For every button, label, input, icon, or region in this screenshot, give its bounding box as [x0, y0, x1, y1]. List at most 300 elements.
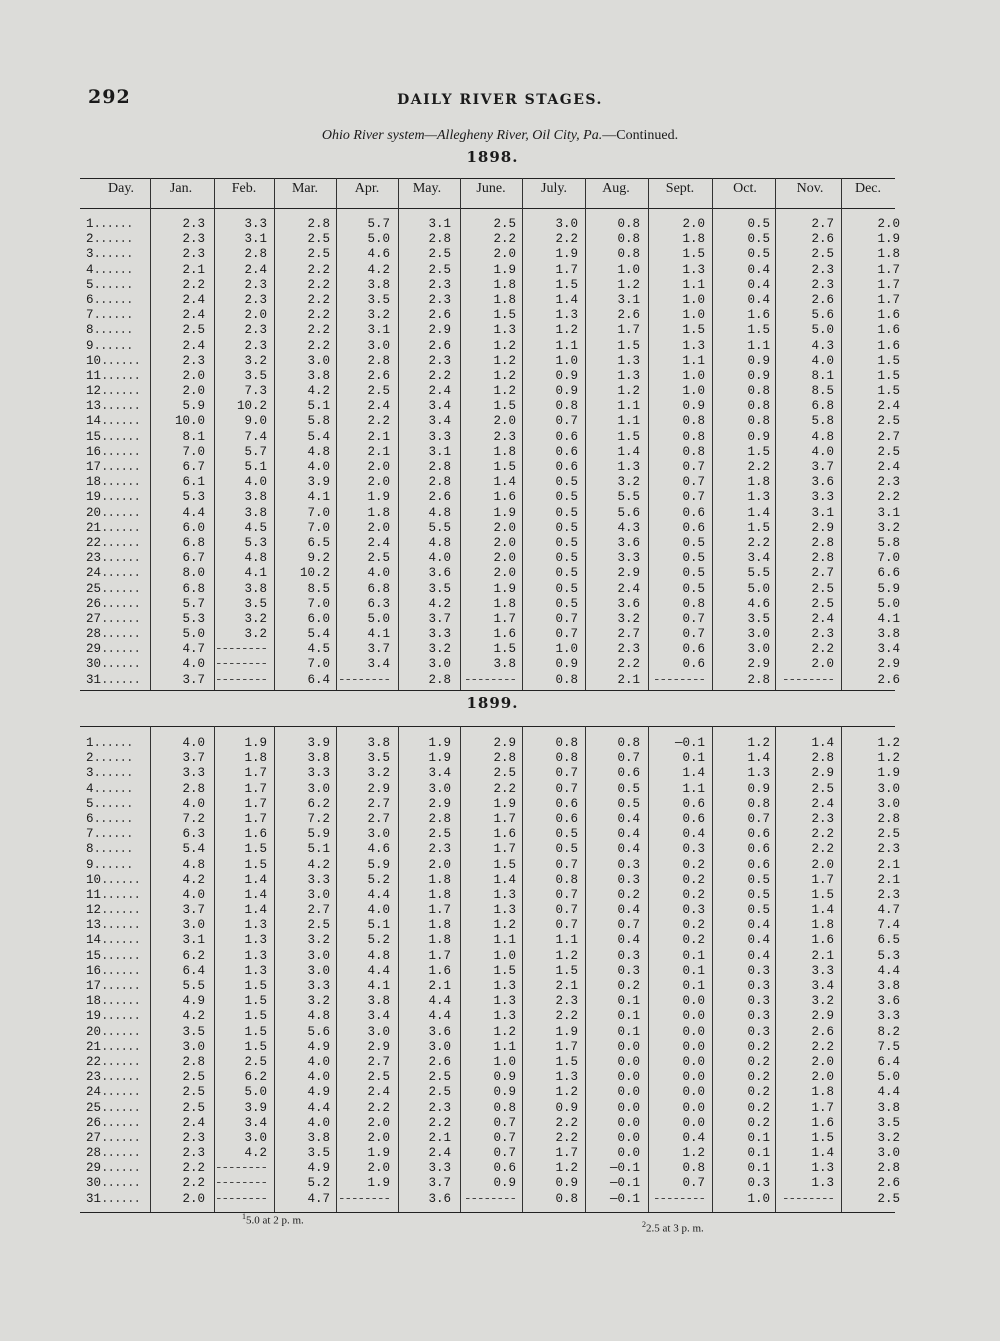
- stage-cell: 1.4: [493, 872, 516, 887]
- stage-cell: 0.0: [682, 1024, 705, 1039]
- stage-cell: 2.7: [617, 627, 640, 642]
- month-column-1: [207, 217, 267, 688]
- stage-cell: 1.5: [244, 1039, 267, 1054]
- stage-cell: 1.9: [244, 736, 267, 750]
- day-number: 8: [86, 323, 94, 338]
- stage-cell: 5.7: [182, 596, 205, 611]
- stage-cell: 1.7: [493, 842, 516, 857]
- stage-cell: 2.0: [367, 1161, 390, 1176]
- stage-cell: 1.7: [493, 611, 516, 626]
- stage-cell: 0.8: [682, 429, 705, 444]
- leader-dots: ......: [101, 1161, 141, 1176]
- day-number: 28: [86, 1146, 102, 1161]
- stage-cell: 0.5: [747, 232, 770, 247]
- stage-cell: 2.1: [428, 979, 451, 993]
- stage-cell: 3.6: [428, 1024, 451, 1039]
- leader-dots: ......: [93, 781, 133, 796]
- stage-cell: 0.0: [682, 1054, 705, 1069]
- stage-cell: 0.2: [747, 1070, 770, 1085]
- stage-cell: 2.1: [877, 872, 900, 887]
- stage-cell: 3.8: [307, 1130, 330, 1145]
- stage-cell: 3.3: [307, 766, 330, 781]
- day-label: [86, 460, 140, 475]
- stage-cell: 6.0: [307, 611, 330, 626]
- stage-cell: 1.9: [367, 1176, 390, 1191]
- stage-cell: 0.5: [555, 581, 578, 596]
- stage-cell: 8.5: [307, 581, 330, 596]
- day-number: 11: [86, 368, 102, 383]
- stage-cell: 1.9: [428, 751, 451, 766]
- stage-cell: 4.4: [367, 887, 390, 902]
- stage-cell: 2.3: [244, 292, 267, 307]
- stage-cell: 0.8: [555, 672, 578, 687]
- stage-cell: 2.5: [428, 827, 451, 842]
- stage-cell: 4.4: [307, 1100, 330, 1115]
- day-label: [86, 536, 140, 551]
- stage-cell: 1.8: [811, 1085, 834, 1100]
- stage-cell: 0.7: [555, 781, 578, 796]
- stage-cell: 2.6: [428, 308, 451, 323]
- column-header-2: Feb.: [231, 181, 257, 196]
- stage-cell: 1.5: [244, 1009, 267, 1024]
- stage-cell: 3.0: [182, 918, 205, 933]
- stage-cell: 2.6: [877, 1176, 900, 1191]
- day-number: 5: [86, 796, 94, 811]
- stage-cell: 0.8: [747, 796, 770, 811]
- stage-cell: 0.8: [747, 399, 770, 414]
- day-number: 6: [86, 292, 94, 307]
- stage-cell: 2.4: [428, 1146, 451, 1161]
- leader-dots: ......: [101, 1085, 141, 1100]
- day-label: [86, 232, 140, 247]
- stage-cell: 5.5: [747, 566, 770, 581]
- stage-cell: 2.2: [307, 308, 330, 323]
- stage-cell: --------: [214, 1176, 267, 1191]
- stage-cell: 1.6: [811, 933, 834, 948]
- stage-cell: 3.2: [428, 642, 451, 657]
- stage-cell: 1.5: [811, 1130, 834, 1145]
- stage-cell: 0.4: [617, 903, 640, 918]
- day-label: [86, 293, 140, 308]
- leader-dots: ......: [101, 903, 141, 918]
- stage-cell: 4.1: [307, 490, 330, 505]
- leader-dots: ......: [101, 490, 141, 505]
- stage-cell: 4.0: [307, 1054, 330, 1069]
- stage-cell: 3.1: [811, 505, 834, 520]
- stage-cell: 1.5: [555, 1054, 578, 1069]
- stage-cell: 0.9: [747, 781, 770, 796]
- month-column-0: [145, 736, 205, 1207]
- day-number: 25: [86, 1100, 102, 1115]
- stage-cell: 1.2: [877, 751, 900, 766]
- stage-cell: 4.1: [244, 566, 267, 581]
- stage-cell: 1.4: [811, 903, 834, 918]
- stage-cell: 3.0: [307, 353, 330, 368]
- stage-cell: 2.5: [811, 596, 834, 611]
- stage-cell: 1.3: [555, 1070, 578, 1085]
- stage-cell: 1.7: [244, 766, 267, 781]
- stage-cell: 4.4: [182, 505, 205, 520]
- stage-cell: 1.0: [682, 308, 705, 323]
- day-label: [86, 873, 140, 888]
- month-column-11: [840, 217, 900, 688]
- stage-cell: 1.5: [682, 323, 705, 338]
- stage-cell: 1.2: [617, 384, 640, 399]
- leader-dots: ......: [101, 1191, 141, 1206]
- stage-cell: 2.2: [307, 262, 330, 277]
- leader-dots: ......: [93, 338, 133, 353]
- stage-cell: 2.0: [182, 1191, 205, 1206]
- stage-cell: 0.6: [682, 796, 705, 811]
- stage-cell: 2.5: [428, 247, 451, 262]
- stage-cell: 1.3: [493, 887, 516, 902]
- leader-dots: ......: [101, 887, 141, 902]
- stage-cell: 1.8: [428, 887, 451, 902]
- stage-cell: 0.6: [555, 429, 578, 444]
- stage-cell: 4.4: [367, 963, 390, 978]
- stage-cell: 4.8: [428, 535, 451, 550]
- stage-cell: 2.6: [428, 1054, 451, 1069]
- stage-cell: 3.6: [617, 535, 640, 550]
- stage-cell: —0.1: [674, 736, 705, 750]
- day-number: 8: [86, 842, 94, 857]
- day-label: [86, 323, 140, 338]
- leader-dots: ......: [101, 460, 141, 474]
- stage-cell: 1.8: [493, 444, 516, 459]
- day-number: 15: [86, 429, 102, 444]
- leader-dots: ......: [101, 581, 141, 596]
- leader-dots: ......: [101, 551, 141, 566]
- stage-cell: 1.5: [811, 887, 834, 902]
- stage-cell: 3.0: [307, 781, 330, 796]
- stage-cell: 3.0: [747, 642, 770, 657]
- stage-cell: 0.8: [747, 384, 770, 399]
- stage-cell: 0.1: [617, 1009, 640, 1024]
- leader-dots: ......: [93, 247, 133, 262]
- stage-cell: 4.2: [244, 1146, 267, 1161]
- stage-cell: 3.2: [244, 627, 267, 642]
- stage-cell: 1.1: [617, 399, 640, 414]
- stage-cell: 1.4: [244, 903, 267, 918]
- stage-cell: --------: [463, 672, 516, 687]
- stage-cell: 0.6: [555, 444, 578, 459]
- day-number: 16: [86, 963, 102, 978]
- stage-cell: 2.5: [367, 384, 390, 399]
- leader-dots: ......: [101, 948, 141, 963]
- stage-cell: 0.5: [682, 581, 705, 596]
- stage-cell: 3.4: [877, 642, 900, 657]
- day-label: [86, 888, 140, 903]
- day-label: [86, 278, 140, 293]
- stage-cell: 3.1: [877, 505, 900, 520]
- stage-cell: 2.8: [811, 751, 834, 766]
- stage-cell: 2.6: [367, 368, 390, 383]
- stage-cell: 3.8: [877, 627, 900, 642]
- stage-cell: 3.5: [428, 581, 451, 596]
- stage-cell: 1.4: [747, 751, 770, 766]
- stage-cell: 2.5: [428, 262, 451, 277]
- stage-cell: 1.5: [682, 247, 705, 262]
- stage-cell: 2.4: [244, 262, 267, 277]
- stage-cell: 2.3: [877, 842, 900, 857]
- day-number: 16: [86, 444, 102, 459]
- stage-cell: 1.2: [617, 277, 640, 292]
- stage-cell: 3.3: [428, 429, 451, 444]
- stage-cell: 1.2: [493, 384, 516, 399]
- stage-cell: 2.8: [877, 1161, 900, 1176]
- stage-cell: 6.8: [811, 399, 834, 414]
- month-column-1: [207, 736, 267, 1207]
- stage-cell: 5.6: [811, 308, 834, 323]
- stage-cell: 3.7: [811, 460, 834, 474]
- day-label: [86, 263, 140, 278]
- stage-cell: 1.6: [493, 627, 516, 642]
- stage-cell: 0.7: [682, 627, 705, 642]
- stage-cell: 1.3: [493, 1009, 516, 1024]
- stage-cell: 0.0: [617, 1070, 640, 1085]
- stage-cell: 4.7: [877, 903, 900, 918]
- stage-cell: 7.3: [244, 384, 267, 399]
- stage-cell: 2.0: [877, 217, 900, 231]
- day-number: 20: [86, 505, 102, 520]
- stage-cell: 0.4: [617, 811, 640, 826]
- stage-cell: 2.8: [428, 475, 451, 490]
- day-number: 23: [86, 1070, 102, 1085]
- day-number: 10: [86, 872, 102, 887]
- stage-cell: 0.1: [682, 963, 705, 978]
- leader-dots: ......: [93, 232, 133, 247]
- stage-cell: 0.3: [747, 994, 770, 1009]
- month-column-10: [774, 217, 834, 688]
- stage-cell: 1.6: [877, 308, 900, 323]
- stage-cell: 3.0: [428, 657, 451, 672]
- day-number: 3: [86, 247, 94, 262]
- stage-cell: 5.0: [367, 611, 390, 626]
- day-number: 15: [86, 948, 102, 963]
- stage-cell: 3.2: [811, 994, 834, 1009]
- stage-cell: 1.2: [493, 353, 516, 368]
- day-number: 30: [86, 1176, 102, 1191]
- stage-cell: 4.8: [367, 948, 390, 963]
- running-head: DAILY RIVER STAGES.: [397, 92, 603, 108]
- stage-cell: 8.2: [877, 1024, 900, 1039]
- stage-cell: 1.5: [244, 979, 267, 993]
- stage-cell: 5.7: [367, 217, 390, 231]
- stage-cell: 1.3: [244, 963, 267, 978]
- stage-cell: 0.8: [617, 736, 640, 750]
- stage-cell: 0.2: [682, 887, 705, 902]
- stage-cell: 2.4: [428, 384, 451, 399]
- stage-cell: 2.2: [428, 368, 451, 383]
- stage-cell: 0.4: [747, 262, 770, 277]
- stage-cell: 2.0: [493, 414, 516, 429]
- stage-cell: 0.9: [493, 1176, 516, 1191]
- stage-cell: 2.4: [182, 292, 205, 307]
- stage-cell: 1.9: [877, 232, 900, 247]
- stage-cell: 0.7: [555, 414, 578, 429]
- day-label: [86, 1040, 140, 1055]
- day-number: 12: [86, 384, 102, 399]
- month-column-11: [840, 736, 900, 1207]
- stage-cell: 3.8: [307, 751, 330, 766]
- stage-cell: 2.4: [182, 338, 205, 353]
- leader-dots: ......: [101, 933, 141, 948]
- day-label: [86, 782, 140, 797]
- stage-cell: 1.2: [493, 368, 516, 383]
- day-label: [86, 933, 140, 948]
- stage-cell: 5.1: [367, 918, 390, 933]
- day-number: 4: [86, 781, 94, 796]
- stage-cell: 2.3: [811, 811, 834, 826]
- stage-cell: 1.2: [747, 736, 770, 750]
- leader-dots: ......: [101, 963, 141, 978]
- stage-cell: 2.2: [182, 1176, 205, 1191]
- stage-cell: 1.1: [682, 277, 705, 292]
- stage-cell: 2.8: [428, 460, 451, 474]
- stage-cell: 4.2: [307, 857, 330, 872]
- month-column-7: [580, 217, 640, 688]
- day-number: 6: [86, 811, 94, 826]
- day-number: 26: [86, 596, 102, 611]
- day-number: 2: [86, 232, 94, 247]
- stage-cell: 3.3: [307, 979, 330, 993]
- day-number: 9: [86, 857, 94, 872]
- stage-cell: 5.0: [811, 323, 834, 338]
- stage-cell: 2.2: [811, 642, 834, 657]
- day-label: [86, 1055, 140, 1070]
- column-header-3: Mar.: [291, 181, 319, 196]
- stage-cell: 1.6: [493, 827, 516, 842]
- stage-cell: 1.8: [493, 292, 516, 307]
- day-number: 21: [86, 520, 102, 535]
- stage-cell: 3.7: [367, 642, 390, 657]
- stage-cell: 9.0: [244, 414, 267, 429]
- stage-cell: 2.3: [811, 627, 834, 642]
- day-label: [86, 918, 140, 933]
- stage-cell: 10.2: [236, 399, 267, 414]
- stage-cell: 2.2: [877, 490, 900, 505]
- stage-cell: 0.9: [747, 429, 770, 444]
- stage-cell: --------: [337, 1191, 390, 1206]
- stage-cell: 1.7: [617, 323, 640, 338]
- stage-cell: 8.5: [811, 384, 834, 399]
- stage-cell: 0.5: [555, 827, 578, 842]
- stage-cell: 1.4: [493, 475, 516, 490]
- leader-dots: ......: [93, 323, 133, 338]
- stage-cell: 0.0: [682, 1085, 705, 1100]
- day-label: [86, 1116, 140, 1131]
- stage-cell: 6.4: [307, 672, 330, 687]
- stage-cell: 6.1: [182, 475, 205, 490]
- stage-cell: 0.8: [555, 736, 578, 750]
- month-column-3: [330, 217, 390, 688]
- stage-cell: 0.8: [617, 232, 640, 247]
- stage-cell: 1.7: [244, 781, 267, 796]
- stage-cell: 3.5: [182, 1024, 205, 1039]
- stage-cell: 1.7: [428, 948, 451, 963]
- stage-cell: 4.0: [182, 796, 205, 811]
- stage-cell: 2.1: [877, 857, 900, 872]
- leader-dots: ......: [101, 566, 141, 581]
- table-rule: [80, 690, 895, 691]
- day-label: [86, 612, 140, 627]
- stage-cell: 3.3: [811, 490, 834, 505]
- subtitle-italic: Ohio River system—Allegheny River, Oil City, Pa.: [321, 128, 603, 143]
- stage-cell: 0.9: [555, 384, 578, 399]
- stage-cell: 2.2: [811, 842, 834, 857]
- stage-cell: 1.5: [747, 323, 770, 338]
- stage-cell: 5.3: [182, 611, 205, 626]
- stage-cell: 6.0: [182, 520, 205, 535]
- stage-cell: 0.6: [682, 657, 705, 672]
- stage-cell: 0.5: [747, 872, 770, 887]
- stage-cell: 3.0: [307, 887, 330, 902]
- stage-cell: 4.2: [367, 262, 390, 277]
- stage-cell: 1.5: [244, 994, 267, 1009]
- stage-cell: 0.2: [747, 1085, 770, 1100]
- stage-cell: 0.4: [747, 948, 770, 963]
- leader-dots: ......: [101, 353, 141, 368]
- stage-cell: 3.1: [428, 444, 451, 459]
- stage-cell: 5.7: [244, 444, 267, 459]
- stage-cell: 0.8: [682, 1161, 705, 1176]
- day-label: [86, 430, 140, 445]
- stage-cell: 2.9: [428, 796, 451, 811]
- stage-cell: 2.3: [617, 642, 640, 657]
- stage-cell: 1.5: [555, 963, 578, 978]
- day-number: 20: [86, 1024, 102, 1039]
- stage-cell: 3.6: [811, 475, 834, 490]
- stage-cell: 7.5: [877, 1039, 900, 1054]
- stage-cell: 4.7: [307, 1191, 330, 1206]
- stage-cell: 5.0: [877, 1070, 900, 1085]
- stage-cell: 7.4: [877, 918, 900, 933]
- stage-cell: 0.8: [555, 1191, 578, 1206]
- stage-cell: 4.8: [811, 429, 834, 444]
- stage-cell: 0.6: [747, 842, 770, 857]
- stage-cell: 0.3: [682, 903, 705, 918]
- stage-cell: 2.0: [367, 520, 390, 535]
- day-label: [86, 751, 140, 766]
- stage-cell: 4.0: [244, 475, 267, 490]
- stage-cell: 4.3: [811, 338, 834, 353]
- stage-cell: 2.8: [877, 811, 900, 826]
- day-label: [86, 994, 140, 1009]
- stage-cell: 2.4: [182, 1115, 205, 1130]
- stage-cell: 1.5: [244, 842, 267, 857]
- stage-cell: 0.3: [747, 1176, 770, 1191]
- stage-cell: 1.8: [877, 247, 900, 262]
- stage-cell: 2.2: [555, 232, 578, 247]
- stage-cell: 0.5: [555, 505, 578, 520]
- day-label: [86, 445, 140, 460]
- stage-cell: 1.1: [682, 781, 705, 796]
- stage-cell: 3.1: [244, 232, 267, 247]
- stage-cell: 2.2: [367, 1100, 390, 1115]
- leader-dots: ......: [101, 672, 141, 687]
- stage-cell: 0.0: [682, 1039, 705, 1054]
- stage-cell: 0.7: [493, 1146, 516, 1161]
- day-number: 11: [86, 887, 102, 902]
- stage-cell: --------: [652, 1191, 705, 1206]
- stage-cell: --------: [781, 672, 834, 687]
- stage-cell: 3.8: [244, 581, 267, 596]
- stage-cell: 4.1: [367, 979, 390, 993]
- stage-cell: 2.3: [428, 842, 451, 857]
- leader-dots: ......: [93, 308, 133, 323]
- stage-cell: 2.3: [244, 323, 267, 338]
- stage-cell: 0.9: [747, 368, 770, 383]
